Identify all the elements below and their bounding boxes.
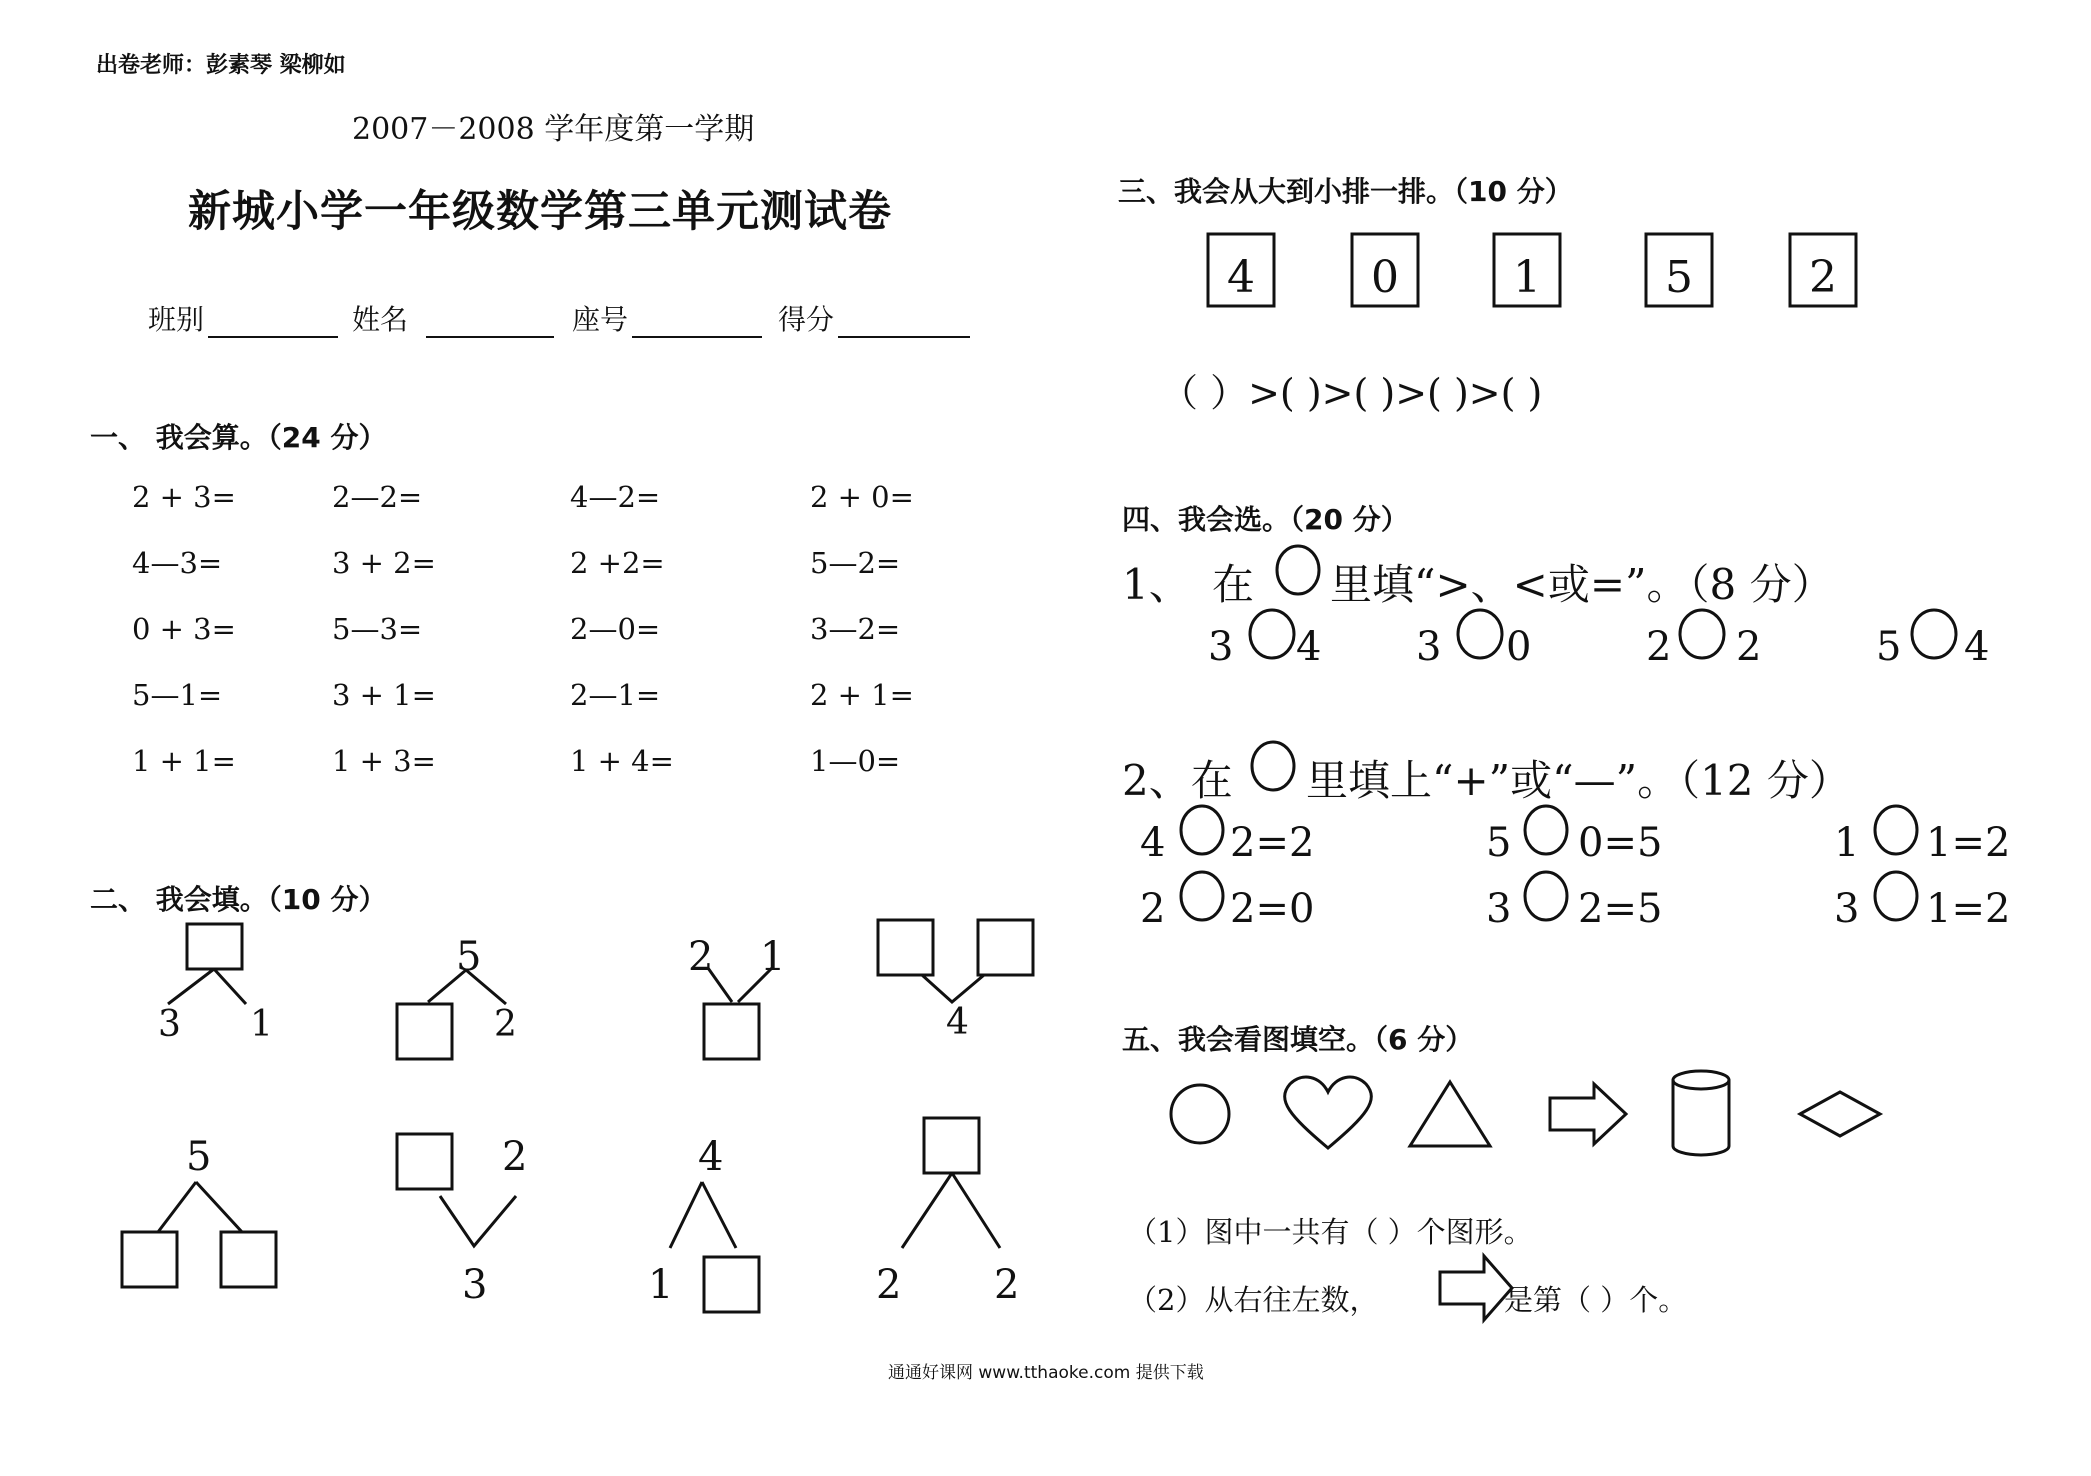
bond-number: 2	[994, 1262, 1020, 1308]
equation-item[interactable]: 1 + 1=	[132, 744, 236, 778]
equation-item[interactable]: 3 + 2=	[332, 546, 436, 580]
circle-icon	[1171, 1085, 1229, 1143]
equation-item[interactable]: 2—0=	[570, 612, 661, 646]
equation-item[interactable]: 1 + 4=	[570, 744, 674, 778]
order-box-number: 4	[1227, 252, 1255, 303]
equation-item[interactable]: 2—1=	[570, 678, 661, 712]
equation-item[interactable]: 5—3=	[332, 612, 423, 646]
answer-circle[interactable]	[1525, 872, 1567, 920]
bond-number: 1	[760, 934, 786, 980]
page-title: 新城小学一年级数学第三单元测试卷	[188, 187, 892, 237]
answer-circle[interactable]	[1181, 806, 1223, 854]
compare-left: 5	[1876, 624, 1902, 670]
equation-item[interactable]: 0 + 3=	[132, 612, 236, 646]
arrow-right-icon	[1440, 1256, 1512, 1320]
equation-item[interactable]: 4—2=	[570, 480, 661, 514]
op-right: 2=0	[1230, 886, 1315, 932]
bond-number: 2	[494, 1004, 517, 1045]
fill-box[interactable]	[397, 1134, 452, 1189]
op-left: 3	[1486, 886, 1512, 932]
answer-circle[interactable]	[1875, 872, 1917, 920]
triangle-icon	[1410, 1082, 1490, 1146]
fill-box[interactable]	[704, 1004, 759, 1059]
compare-left: 3	[1416, 624, 1442, 670]
answer-circle[interactable]	[1525, 806, 1567, 854]
q4-1-post: 里填“>、<或=”。（8 分）	[1330, 560, 1834, 609]
compare-right: 4	[1296, 624, 1322, 670]
field-name-label: 姓名	[352, 303, 409, 336]
q4-2-post: 里填上“+”或“—”。（12 分）	[1306, 756, 1851, 805]
equation-item[interactable]: 5—2=	[810, 546, 901, 580]
order-box-number: 5	[1665, 252, 1693, 303]
fill-box[interactable]	[978, 920, 1033, 975]
cylinder-icon	[1673, 1071, 1729, 1155]
op-right: 0=5	[1578, 820, 1663, 866]
fill-box[interactable]	[878, 920, 933, 975]
equation-item[interactable]: 3 + 1=	[332, 678, 436, 712]
bond-number: 3	[462, 1262, 488, 1308]
bond-number: 4	[698, 1134, 724, 1180]
order-box-number: 0	[1371, 252, 1399, 303]
bond-number: 5	[186, 1134, 212, 1180]
equation-item[interactable]: 2 + 3=	[132, 480, 236, 514]
heart-icon	[1285, 1077, 1372, 1148]
bond-number: 2	[502, 1134, 528, 1180]
order-box-number: 2	[1809, 252, 1837, 303]
compare-right: 4	[1964, 624, 1990, 670]
fill-box[interactable]	[187, 924, 242, 969]
equation-item[interactable]: 2 +2=	[570, 546, 665, 580]
section2-title: 二、 我会填。（10 分）	[90, 883, 387, 916]
bond-number: 4	[946, 1002, 969, 1043]
section3-title: 三、我会从大到小排一排。（10 分）	[1118, 175, 1573, 208]
rhombus-icon	[1800, 1092, 1880, 1136]
op-right: 1=2	[1926, 820, 2011, 866]
bond-number: 5	[456, 934, 482, 980]
authors-line: 出卷老师：彭素琴 梁柳如	[96, 53, 346, 78]
q4-1-pre: 在	[1212, 560, 1255, 609]
equation-item[interactable]: 2 + 1=	[810, 678, 914, 712]
equation-item[interactable]: 1 + 3=	[332, 744, 436, 778]
field-class-label: 班别	[148, 303, 205, 336]
compare-left: 3	[1208, 624, 1234, 670]
compare-right: 0	[1506, 624, 1532, 670]
field-score-label: 得分	[778, 303, 835, 336]
bond-number: 1	[648, 1262, 674, 1308]
section5-title: 五、我会看图填空。（6 分）	[1122, 1023, 1474, 1056]
answer-circle[interactable]	[1875, 806, 1917, 854]
q5-1-text: （1）图中一共有（ ）个图形。	[1128, 1215, 1533, 1249]
footer-credit: 通通好课网 www.tthaoke.com 提供下载	[888, 1363, 1204, 1383]
equation-item[interactable]: 4—3=	[132, 546, 223, 580]
fill-box[interactable]	[221, 1232, 276, 1287]
compare-right: 2	[1736, 624, 1762, 670]
order-box-number: 1	[1513, 252, 1541, 303]
q5-2-post: 是第（ ）个。	[1504, 1283, 1688, 1317]
q4-2-pre: 2、在	[1122, 756, 1233, 805]
equation-item[interactable]: 3—2=	[810, 612, 901, 646]
q4-1-label: 1、	[1122, 560, 1191, 609]
op-right: 2=5	[1578, 886, 1663, 932]
section4-title: 四、我会选。（20 分）	[1122, 503, 1409, 536]
bond-number: 3	[158, 1004, 181, 1045]
answer-circle[interactable]	[1680, 610, 1724, 658]
bond-number: 2	[876, 1262, 902, 1308]
equation-item[interactable]: 5—1=	[132, 678, 223, 712]
arrow-right-icon	[1550, 1084, 1626, 1144]
bond-number: 1	[250, 1004, 273, 1045]
answer-circle[interactable]	[1458, 610, 1502, 658]
equation-item[interactable]: 2 + 0=	[810, 480, 914, 514]
op-right: 1=2	[1926, 886, 2011, 932]
op-left: 2	[1140, 886, 1166, 932]
op-left: 4	[1140, 820, 1166, 866]
equation-item[interactable]: 1—0=	[810, 744, 901, 778]
q5-2-pre: （2）从右往左数，	[1128, 1283, 1379, 1317]
answer-circle[interactable]	[1250, 610, 1294, 658]
fill-box[interactable]	[122, 1232, 177, 1287]
op-left: 1	[1834, 820, 1860, 866]
op-left: 5	[1486, 820, 1512, 866]
term-line: 2007－2008 学年度第一学期	[352, 112, 755, 147]
fill-box[interactable]	[397, 1004, 452, 1059]
field-seat-label: 座号	[572, 303, 629, 336]
op-left: 3	[1834, 886, 1860, 932]
answer-circle[interactable]	[1912, 610, 1956, 658]
bond-number: 2	[688, 934, 714, 980]
equation-item[interactable]: 2—2=	[332, 480, 423, 514]
fill-box[interactable]	[704, 1257, 759, 1312]
fill-box[interactable]	[924, 1118, 979, 1173]
order-line[interactable]: （ ）>( )>( )>( )>( )	[1160, 371, 1543, 415]
answer-circle[interactable]	[1181, 872, 1223, 920]
section1-title: 一、 我会算。（24 分）	[90, 421, 387, 454]
compare-left: 2	[1646, 624, 1672, 670]
op-right: 2=2	[1230, 820, 1315, 866]
